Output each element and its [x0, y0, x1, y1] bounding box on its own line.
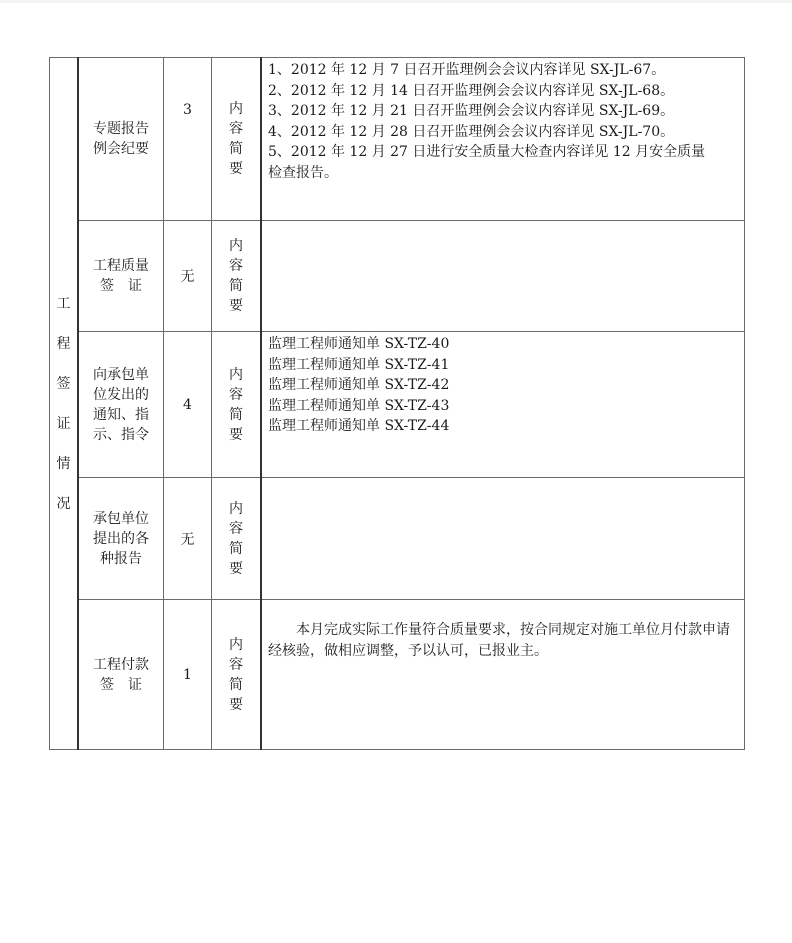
category-line: 向承包单 — [93, 366, 149, 383]
table-row — [50, 600, 745, 750]
content-cell — [261, 221, 745, 332]
category-line: 工程付款 — [93, 656, 149, 673]
content-line: 监理工程师通知单 SX-TZ-42 — [268, 377, 450, 393]
count-value: 无 — [180, 531, 195, 548]
content-line: 监理工程师通知单 SX-TZ-43 — [268, 397, 450, 414]
category-line: 种报告 — [100, 550, 142, 567]
engineering-visa-table — [49, 57, 745, 750]
content-label-cell: 内 容 简 要 — [212, 58, 262, 221]
table-row — [50, 58, 745, 221]
category-cell — [78, 58, 164, 221]
content-line: 5、2012 年 12 月 27 日进行安全质量大检查内容详见 12 月安全质量 — [268, 144, 706, 160]
content-line: 监理工程师通知单 SX-TZ-41 — [268, 356, 450, 373]
content-line: 1、2012 年 12 月 7 日召开监理例会会议内容详见 SX-JL-67。 — [268, 62, 666, 78]
count-cell — [164, 478, 212, 600]
content-label-cell: 内 容 简 要 — [212, 332, 262, 478]
category-line: 签 证 — [100, 278, 142, 294]
count-value: 3 — [183, 102, 192, 118]
content-line: 监理工程师通知单 SX-TZ-44 — [268, 418, 450, 434]
category-line: 专题报告 — [93, 121, 149, 137]
count-cell — [164, 221, 212, 332]
content-cell — [261, 58, 745, 221]
count-value: 4 — [183, 396, 192, 413]
content-line: 检查报告。 — [268, 164, 338, 181]
content-label-cell: 内 容 简 要 — [212, 221, 262, 332]
content-paragraph: 本月完成实际工作量符合质量要求，按合同规定对施工单位月付款申请经核验，做相应调整，予以认可，已报业主。 — [268, 622, 730, 659]
table-row — [50, 332, 745, 478]
content-cell — [261, 332, 745, 478]
category-cell — [78, 478, 164, 600]
content-line: 2、2012 年 12 月 14 日召开监理例会会议内容详见 SX-JL-68。 — [268, 82, 675, 99]
category-cell — [78, 600, 164, 750]
category-line: 承包单位 — [93, 510, 149, 527]
category-line: 示、指令 — [93, 426, 149, 443]
category-cell — [78, 221, 164, 332]
category-line: 签 证 — [100, 676, 142, 693]
category-line: 位发出的 — [93, 386, 149, 403]
content-line: 3、2012 年 12 月 21 日召开监理例会会议内容详见 SX-JL-69。 — [268, 103, 675, 119]
category-line: 提出的各 — [93, 530, 149, 547]
content-cell — [261, 478, 745, 600]
side-label-cell — [50, 58, 79, 750]
content-label-cell: 内 容 简 要 — [212, 600, 262, 750]
count-value: 无 — [180, 269, 195, 285]
count-cell — [164, 600, 212, 750]
content-line: 4、2012 年 12 月 28 日召开监理例会会议内容详见 SX-JL-70。 — [268, 123, 675, 140]
category-line: 通知、指 — [93, 406, 149, 423]
count-cell — [164, 332, 212, 478]
count-cell — [164, 58, 212, 221]
category-line: 例会纪要 — [93, 141, 149, 157]
table-row — [50, 221, 745, 332]
count-value: 1 — [183, 666, 192, 683]
category-line: 工程质量 — [93, 258, 149, 274]
content-label-cell: 内 容 简 要 — [212, 478, 262, 600]
content-cell — [261, 600, 745, 750]
table-row — [50, 478, 745, 600]
category-cell — [78, 332, 164, 478]
content-line: 监理工程师通知单 SX-TZ-40 — [268, 336, 450, 352]
side-label: 工 程 签 证 情 况 — [56, 295, 71, 512]
page-top-edge — [0, 0, 792, 3]
